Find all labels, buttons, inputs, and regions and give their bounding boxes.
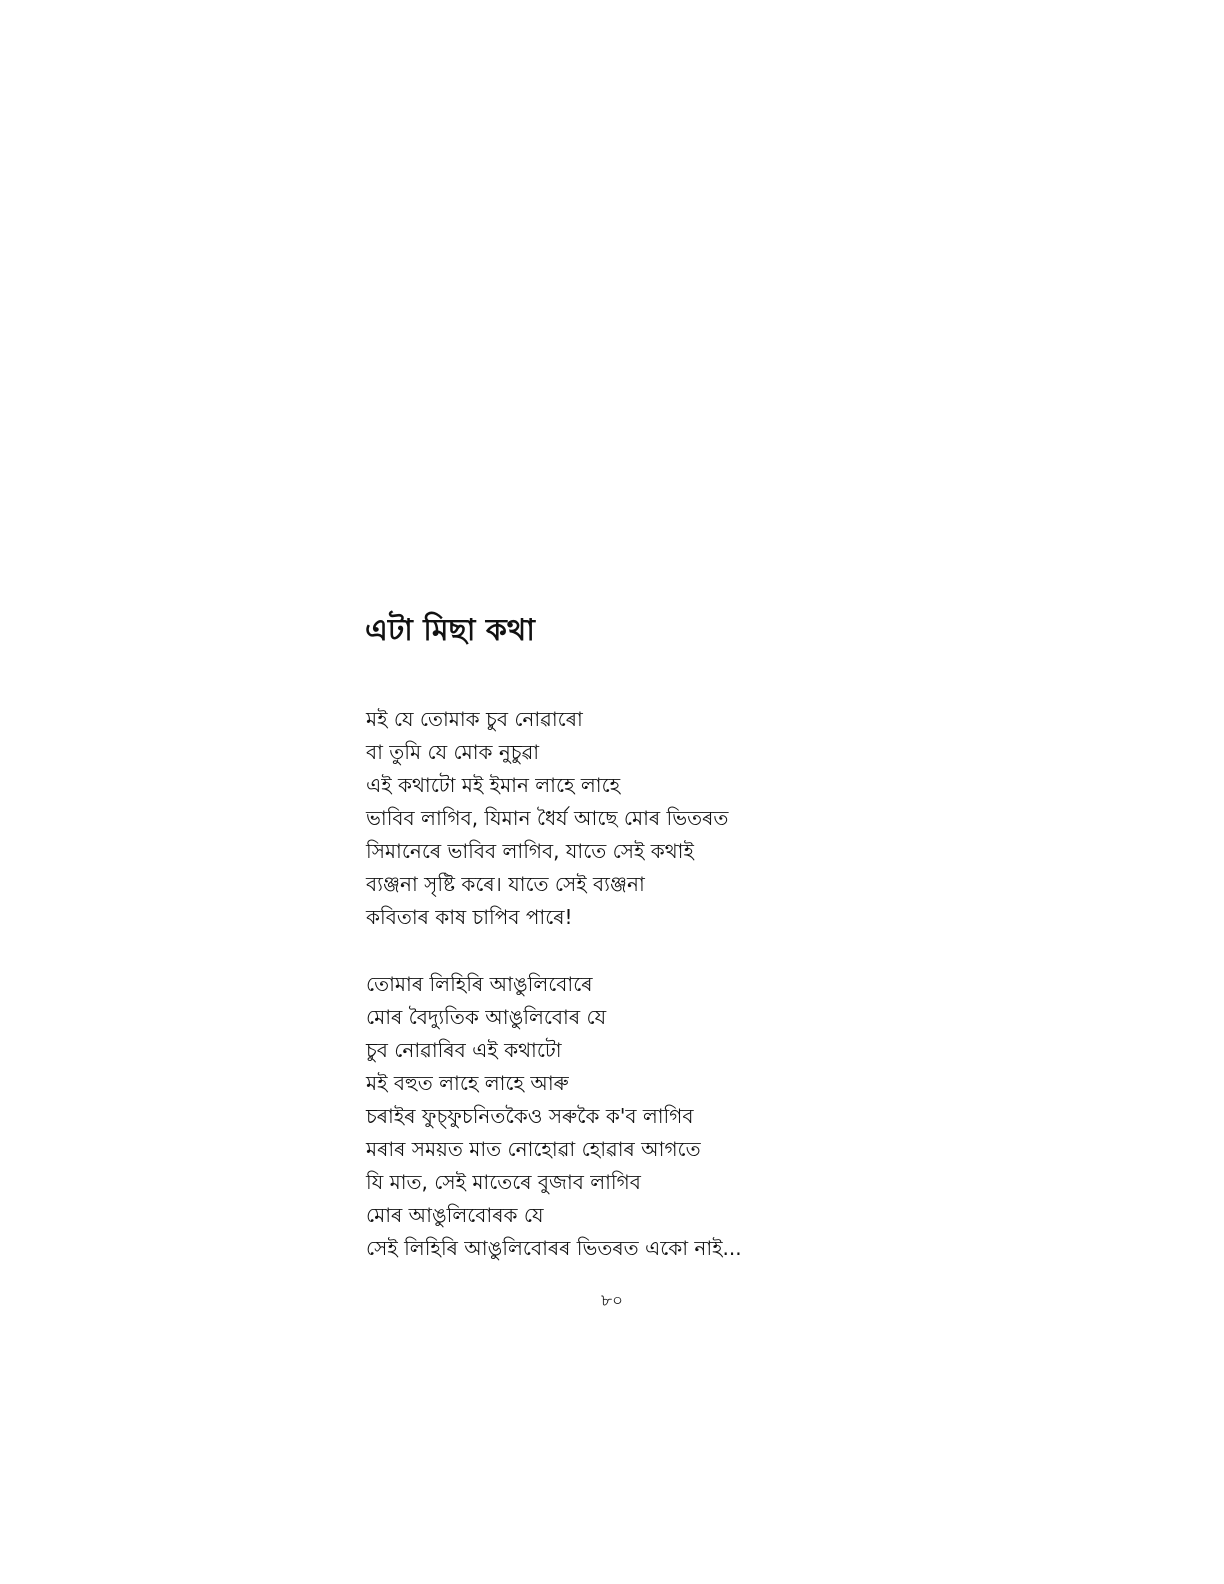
poem-line: তোমাৰ লিহিৰি আঙুলিবোৰে — [366, 972, 593, 996]
poem-line: মই যে তোমাক চুব নোৱাৰো — [366, 707, 583, 731]
poem-line: এই কথাটো মই ইমান লাহে লাহে — [366, 773, 621, 797]
poem-line: মই বহুত লাহে লাহে আৰু — [366, 1071, 569, 1095]
poem-line: বা তুমি যে মোক নুচুৱা — [366, 740, 540, 764]
poem-line: চুব নোৱাৰিব এই কথাটো — [366, 1038, 562, 1062]
page-number: ৮০ — [600, 1291, 624, 1311]
poem-line: যি মাত, সেই মাতেৰে বুজাব লাগিব — [366, 1170, 641, 1194]
stanza-1 — [366, 703, 728, 934]
poem-line: ব্যঞ্জনা সৃষ্টি কৰে। যাতে সেই ব্যঞ্জনা — [366, 872, 645, 896]
poem-line: কবিতাৰ কাষ চাপিব পাৰে! — [366, 905, 573, 929]
poem-line: মোৰ বৈদ্যুতিক আঙুলিবোৰ যে — [366, 1005, 607, 1029]
poem-line: মোৰ আঙুলিবোৰক যে — [366, 1203, 544, 1227]
poem-title: এটা মিছা কথা — [365, 613, 535, 648]
poem-line: চৰাইৰ ফুচ্‌ফুচনিতকৈও সৰুকৈ ক'ব লাগিব — [366, 1104, 694, 1128]
stanza-2 — [366, 968, 742, 1265]
poem-line: ভাবিব লাগিব, যিমান ধৈৰ্য আছে মোৰ ভিতৰত — [366, 806, 729, 830]
poem-line: সেই লিহিৰি আঙুলিবোৰৰ ভিতৰত একো নাই... — [366, 1236, 742, 1260]
poem-line: মৰাৰ সময়ত মাত নোহোৱা হোৱাৰ আগতে — [366, 1137, 701, 1161]
poem-line: সিমানেৰে ভাবিব লাগিব, যাতে সেই কথাই — [366, 839, 694, 863]
